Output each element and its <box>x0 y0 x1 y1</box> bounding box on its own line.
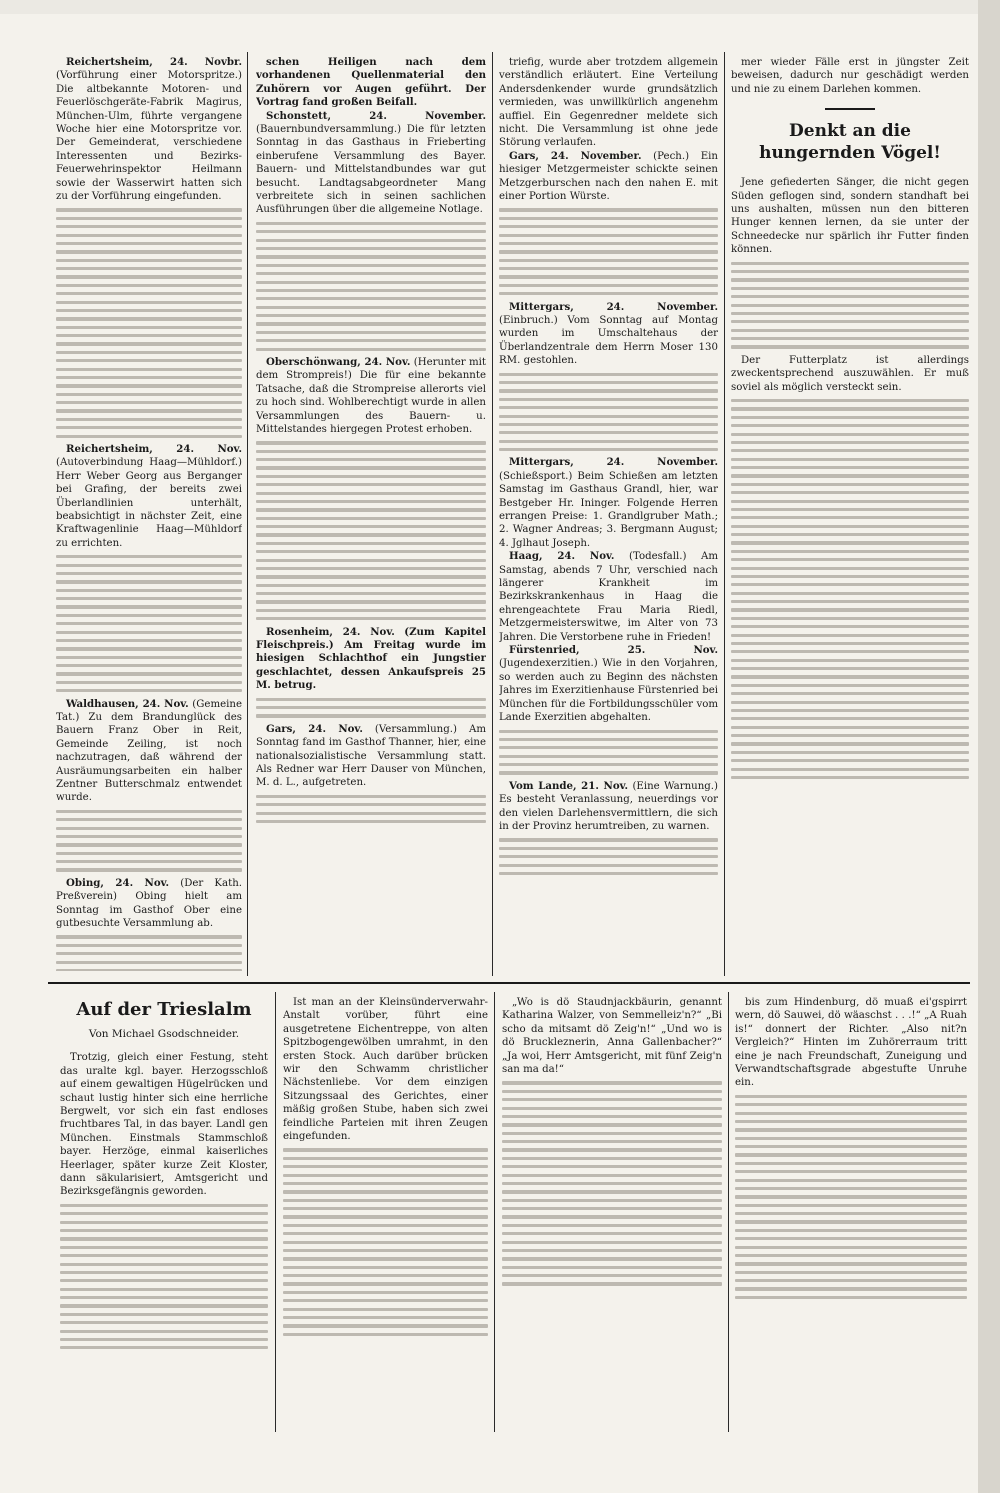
article-text: mer wieder Fälle erst in jüngster Zeit beweisen, dadurch nur geschädigt werden und nie zu einem Darlehen kommen. <box>731 57 969 95</box>
article-text: Der Futterplatz ist allerdings zweckentsprechend auszuwählen. Er muß soviel als möglich versteckt sein. <box>731 354 969 393</box>
article-text: Jene gefiederten Sänger, die nicht gegen Süden geflogen sind, sondern standhaft bei uns aushalten, müssen nun den bitteren Hunger kennen lernen, da sie unter der Schneedecke nur spärlich ihr Futter finden können. <box>731 177 969 256</box>
text-lines <box>56 935 242 971</box>
column-rule <box>247 52 248 976</box>
topic: (Schießsport.) <box>499 470 573 482</box>
topic: (Vorführung einer Motorspritze.) <box>56 70 242 82</box>
topic: (Herunter mit dem Strompreis!) <box>256 356 486 382</box>
dateline: Haag, 24. Nov. <box>509 550 615 563</box>
dateline: Rosenheim, 24. Nov. <box>266 625 395 638</box>
column-rule <box>728 992 729 1432</box>
text-lines <box>499 730 718 775</box>
article-text: Am Samstag, abends 7 Uhr, verschied nach längerer Krankheit im Bezirkskrankenhaus in Haag die ehrengeachtete Frau Maria Riedl, Metzgermeisterswitwe, im Alter von 73 Jahren. Die Verstorbene ruhe in Frieden! <box>499 551 718 643</box>
topic: (Gemeine Tat.) <box>56 698 242 723</box>
page-top-margin <box>0 0 1000 14</box>
topic: (Versammlung.) <box>374 723 457 735</box>
dateline: Reichertsheim, 24. Nov. <box>66 442 242 455</box>
article-text: Die für letzten Sonntag in das Gasthaus in Frieberting einberufene Versammlung des Bayer. Bauern- und Mittelstandbundes war gut besucht. Landtagsabgeordneter Mang verbreitete sich in seinen sachlichen Ausführungen über die allgemeine Notlage. <box>256 124 486 216</box>
article-text: Vom Sonntag auf Montag wurden im Umschaltehaus der Überlandzentrale dem Herrn Moser 130 RM. gestohlen. <box>499 315 718 367</box>
article-text: Am Freitag wurde im hiesigen Schlachthof ein Jungstier geschlachtet, dessen Ankaufspreis 25 M. betrug. <box>256 638 486 692</box>
topic: (Zum Kapitel Fleischpreis.) <box>256 625 486 651</box>
article-text: Obing hielt am Sonntag im Gasthof Ober eine gutbesuchte Versammlung ab. <box>56 891 242 930</box>
topic: (Autoverbindung Haag—Mühldorf.) <box>56 457 242 469</box>
text-lines <box>499 373 718 452</box>
text-lines <box>256 222 486 351</box>
article-text: Zu dem Brandunglück des Bauern Franz Ober in Reit, Gemeinde Zeiling, ist noch nachzutragen, daß während der Ausräumungsarbeiten ein halber Zentner Butterschmalz entwendet wurde. <box>56 712 242 804</box>
dateline: Fürstenried, 25. Nov. <box>509 644 718 657</box>
article-text: Wie in den Vorjahren, so werden auch zu Beginn des nächsten Jahres im Exerzitienhause Fürstenried bei München für die Fortbildungsschüler vom Lande Exerzitien abgehalten. <box>499 658 718 724</box>
article-text: Trotzig, gleich einer Festung, steht das uralte kgl. bayer. Herzogsschloß auf einem gewaltigen Hügelrücken und schaut lustig hinter sich eine herrliche Bergwelt, vor sich ein fast endloses fruchtbares Tal, in das bayer. Landl gen München. Einstmals Stammschloß bayer. Herzöge, einmal kaiserliches Heerlager, später kurze Zeit Kloster, dann säkularisiert, Amtsgericht und Bezirksgefängnis geworden. <box>60 1052 268 1198</box>
article-text: Die für eine bekannte Tatsache, daß die Strompreise allerorts viel zu hoch sind. Wohlberechtigt wurde in allen Versammlungen des Bauern- u. Mittelstandes hiergegen Protest erhoben. <box>256 370 486 435</box>
text-lines <box>499 208 718 295</box>
text-lines <box>256 698 486 718</box>
article-text: Am Sonntag fand im Gasthof Thanner, hier, eine nationalsozialistische Versammlung statt. Als Redner war Herr Dauser von München, M. d. L., aufgetreten. <box>256 723 486 789</box>
text-lines <box>731 262 969 349</box>
news-column-1 <box>56 56 242 971</box>
dateline: Vom Lande, 21. Nov. <box>509 779 629 792</box>
dateline: Mittergars, 24. November. <box>509 456 718 469</box>
text-lines <box>502 1081 722 1285</box>
article-text: triefig, wurde aber trotzdem allgemein verständlich erläutert. Eine Verteilung Andersdenkender wurde grundsätzlich vermieden, was unwillkürlich angenehm auffiel. Ein Gegenredner meldete sich nicht. Die Versammlung ist ohne jede Störung verlaufen. <box>499 57 718 149</box>
topic: (Einbruch.) <box>499 315 558 326</box>
news-column-2 <box>256 56 486 971</box>
article-text: Es besteht Veranlassung, neuerdings vor den vielen Darlehensvermittlern, die sich in der Provinz herumtreiben, zu warnen. <box>499 794 718 832</box>
text-lines <box>499 838 718 875</box>
separator-rule <box>825 108 875 110</box>
text-lines <box>256 441 486 620</box>
column-rule <box>724 52 725 976</box>
column-rule <box>492 52 493 976</box>
dateline: Gars, 24. November. <box>509 149 642 162</box>
news-column-4 <box>731 56 969 971</box>
text-lines <box>283 1148 488 1335</box>
topic: (Jugendexerzitien.) <box>499 658 598 670</box>
dateline: Reichertsheim, 24. Novbr. <box>66 56 242 68</box>
feuilleton-byline: Von Michael Gsodschneider. <box>88 1028 240 1040</box>
section-divider <box>48 982 970 984</box>
feuilleton-column-3 <box>502 996 722 1432</box>
topic: (Pech.) <box>653 150 690 162</box>
feuilleton-column-1 <box>60 996 268 1432</box>
dateline: Mittergars, 24. November. <box>509 300 718 313</box>
text-lines <box>56 208 242 437</box>
topic: (Bauernbundversammlung.) <box>256 124 402 136</box>
dateline: Oberschönwang, 24. Nov. <box>266 355 411 368</box>
article-text: Die altbekannte Motoren- und Feuerlöschgeräte-Fabrik Magirus, München-Ulm, führte vergangene Woche hier eine Motorspritze vor. Der Gemeinderat, verschiedene Interessenten und Bezirks-Feuerwehrinspektor Heilmann sowie der Wasserwirt hatten sich zu der Vorführung eingefunden. <box>56 83 242 203</box>
topic: (Eine Warnung.) <box>632 780 718 792</box>
page-right-edge <box>978 0 1000 1493</box>
article-text: schen Heiligen nach dem vorhandenen Quellenmaterial den Zuhörern vor Augen geführt. Der Vortrag fand großen Beifall. <box>256 56 486 109</box>
dateline: Gars, 24. Nov. <box>266 722 363 735</box>
column-rule <box>275 992 276 1432</box>
feuilleton-column-2 <box>283 996 488 1432</box>
article-text: Ein hiesiger Metzgermeister schickte seinen Metzgerburschen nach den nahen E. mit einer Portion Würste. <box>499 150 718 203</box>
feuilleton-title: Auf der Trieslalm <box>76 999 252 1020</box>
dateline: Schonstett, 24. November. <box>266 109 486 122</box>
dateline: Waldhausen, 24. Nov. <box>66 697 189 710</box>
article-headline: Denkt an die hungernden Vögel! <box>759 121 941 164</box>
text-lines <box>256 795 486 823</box>
feuilleton-column-4 <box>735 996 967 1432</box>
article-text: Herr Weber Georg aus Berganger bei Grafing, der bereits zwei Überlandlinien unterhält, beabsichtigt in nächster Zeit, eine Kraftwagenlinie Haag—Mühldorf zu errichten. <box>56 470 242 549</box>
topic: (Todesfall.) <box>628 551 687 563</box>
text-lines <box>731 399 969 779</box>
dateline: Obing, 24. Nov. <box>66 876 170 889</box>
text-lines <box>735 1095 967 1299</box>
article-text: Ist man an der Kleinsünderverwahr-Anstalt vorüber, führt eine ausgetretene Eichentreppe, von alten Spitzbogengewölben umrahmt, in den ersten Stock. Auch darüber brücken wir den Schwamm christlicher Nächstenliebe. Vor dem einzigen Sitzungssaal des Gerichtes, einer mäßig großen Stube, haben sich zwei feindliche Parteien mit ihren Zeugen eingefunden. <box>283 997 488 1143</box>
article-text: „Wo is dö Staudnjackbäurin, genannt Katharina Walzer, von Semmelleiz'n?“ „Bi scho da mitsamt dö Zeig'n!“ „Und wo is dö Bruckleznerin, Anna Gallenbacher?“ „Ja woi, Herr Amtsgericht, mit fünf Zeig'n san ma da!“ <box>502 997 722 1076</box>
column-rule <box>494 992 495 1432</box>
topic: (Der Kath. Preßverein) <box>56 877 242 903</box>
news-column-3 <box>499 56 718 971</box>
article-text: bis zum Hindenburg, dö muaß ei'gspirrt wern, dö Sauwei, dö wäaschst . . .!“ „A Ruah is!“ donnert der Richter. „Also nit?n Vergleich?“ Hinten im Zuhörerraum tritt eine je nach Freundschaft, Zuneigung und Verwandtschaftsgrade abgestufte Unruhe ein. <box>735 997 967 1089</box>
article-text: Beim Schießen am letzten Samstag im Gasthaus Grandl, hier, war Bestgeber Hr. Ininger. Folgende Herren errangen Preise: 1. Grandlgruber Math.; 2. Wagner Andreas; 3. Bergmann August; 4. Jglhaut Joseph. <box>499 470 718 549</box>
text-lines <box>60 1204 268 1350</box>
text-lines <box>56 555 242 692</box>
text-lines <box>56 810 242 872</box>
